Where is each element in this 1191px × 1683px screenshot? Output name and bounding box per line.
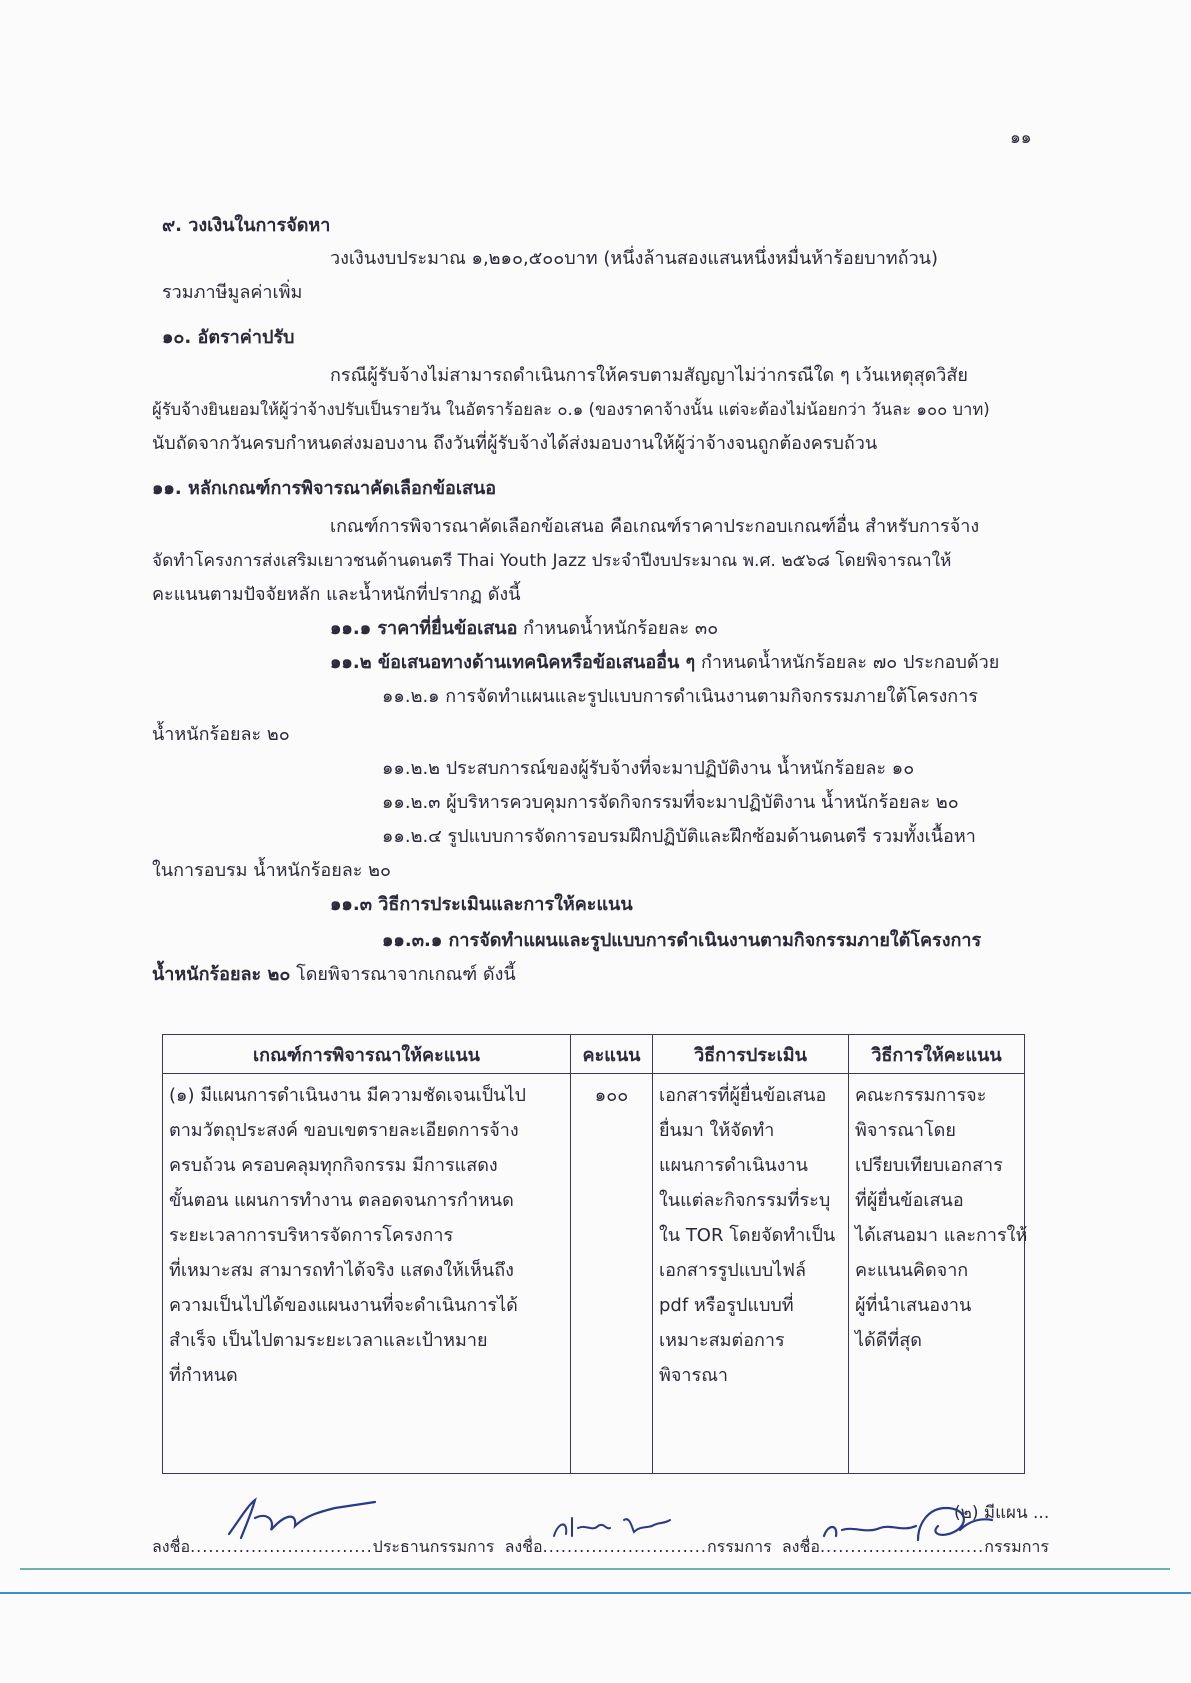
header-criteria: เกณฑ์การพิจารณาให้คะแนน	[163, 1035, 571, 1074]
score-value: ๑๐๐	[594, 1085, 629, 1106]
item-11-1	[330, 617, 718, 641]
evaluation-line: เหมาะสมต่อการ	[659, 1330, 785, 1351]
item-11-3-1-weight: น้ำหนักร้อยละ ๒๐	[152, 964, 291, 985]
header-score: คะแนน	[571, 1035, 653, 1074]
section-10-line-2: ผู้รับจ้างยินยอมให้ผู้ว่าจ้างปรับเป็นรายวัน ในอัตราร้อยละ ๐.๑ (ของราคาจ้างนั้น แต่จะต้องไม่น้อยกว่า วันละ ๑๐๐ บาท)	[152, 400, 990, 419]
section-11-line-2: จัดทำโครงการส่งเสริมเยาวชนด้านดนตรี Thai Youth Jazz ประจำปีงบประมาณ พ.ศ. ๒๕๖๘ โดยพิจารณาให้	[152, 551, 952, 571]
evaluation-line: ใน TOR โดยจัดทำเป็น	[659, 1225, 836, 1246]
section-9-line-1: วงเงินงบประมาณ ๑,๒๑๐,๕๐๐บาท (หนึ่งล้านสองแสนหนึ่งหมื่นห้าร้อยบาทถ้วน)	[330, 248, 939, 269]
section-9-heading: ๙. วงเงินในการจัดหา	[162, 215, 331, 236]
criteria-line: ครบถ้วน ครอบคลุมทุกกิจกรรม มีการแสดง	[169, 1155, 498, 1176]
section-10-line-3: นับถัดจากวันครบกำหนดส่งมอบงาน ถึงวันที่ผู้รับจ้างได้ส่งมอบงานให้ผู้ว่าจ้างจนถูกต้องครบถ้วน	[152, 433, 878, 454]
continuation-marker: (๒) มีแผน ...	[954, 1503, 1050, 1523]
section-10-line-1: กรณีผู้รับจ้างไม่สามารถดำเนินการให้ครบตามสัญญาไม่ว่ากรณีใด ๆ เว้นเหตุสุดวิสัย	[330, 365, 968, 386]
section-9-line-2: รวมภาษีมูลค่าเพิ่ม	[162, 282, 303, 303]
scoring-method-cell	[849, 1074, 1028, 1474]
signature-role-1: ประธานกรรมการ	[372, 1537, 495, 1556]
evaluation-line: แผนการดำเนินงาน	[659, 1155, 808, 1176]
signature-line-1: ..............................	[190, 1537, 373, 1556]
header-scoring-method: วิธีการให้คะแนน	[849, 1035, 1025, 1074]
criteria-table	[162, 1034, 1028, 1474]
footer-rule-blue	[0, 1592, 1191, 1594]
criteria-line: ตามวัตถุประสงค์ ขอบเขตรายละเอียดการจ้าง	[169, 1120, 519, 1141]
signature-3-ink	[820, 1490, 1000, 1554]
signature-line-2: ...........................	[542, 1537, 707, 1556]
scoring-line: ได้เสนอมา และการให้	[855, 1225, 1028, 1246]
criteria-line: (๑) มีแผนการดำเนินงาน มีความชัดเจนเป็นไป	[169, 1085, 526, 1106]
section-10-heading: ๑๐. อัตราค่าปรับ	[162, 327, 295, 348]
criteria-line: ขั้นตอน แผนการทำงาน ตลอดจนการกำหนด	[169, 1190, 514, 1211]
signature-label-1: ลงชื่อ	[152, 1537, 191, 1556]
evaluation-line: ยื่นมา ให้จัดทำ	[659, 1120, 775, 1141]
scoring-line: คะแนนคิดจาก	[855, 1260, 969, 1281]
criteria-line: ระยะเวลาการบริหารจัดการโครงการ	[169, 1225, 454, 1246]
table-row	[163, 1074, 1025, 1474]
table-header-row	[163, 1035, 1025, 1074]
section-11-line-3: คะแนนตามปัจจัยหลัก และน้ำหนักที่ปรากฏ ดังนี้	[152, 584, 521, 605]
evaluation-method-cell	[653, 1074, 849, 1474]
signature-2-ink	[548, 1498, 678, 1548]
item-11-2-4-line-1: ๑๑.๒.๔ รูปแบบการจัดการอบรมฝึกปฏิบัติและฝึกซ้อมด้านดนตรี รวมทั้งเนื้อหา	[382, 826, 976, 847]
item-11-3-1-line-2	[152, 963, 516, 987]
item-11-2-4-line-2: ในการอบรม น้ำหนักร้อยละ ๒๐	[152, 860, 392, 881]
header-evaluation-method: วิธีการประเมิน	[653, 1035, 849, 1074]
item-11-2-3: ๑๑.๒.๓ ผู้บริหารควบคุมการจัดกิจกรรมที่จะมาปฏิบัติงาน น้ำหนักร้อยละ ๒๐	[382, 792, 959, 813]
signature-role-2: กรรมการ	[706, 1537, 772, 1556]
item-11-2	[330, 651, 999, 675]
scoring-line: พิจารณาโดย	[855, 1120, 956, 1141]
criteria-cell	[163, 1074, 571, 1474]
section-11-line-1: เกณฑ์การพิจารณาคัดเลือกข้อเสนอ คือเกณฑ์ราคาประกอบเกณฑ์อื่น สำหรับการจ้าง	[330, 516, 980, 537]
item-11-2-1-line-2: น้ำหนักร้อยละ ๒๐	[152, 724, 290, 745]
item-11-2-weight: กำหนดน้ำหนักร้อยละ ๗๐ ประกอบด้วย	[700, 652, 1000, 673]
signature-role-3: กรรมการ	[984, 1537, 1049, 1556]
item-11-1-weight: กำหนดน้ำหนักร้อยละ ๓๐	[523, 618, 719, 639]
item-11-2-label: ๑๑.๒ ข้อเสนอทางด้านเทคนิคหรือข้อเสนออื่น ๆ	[330, 652, 696, 673]
criteria-line: สำเร็จ เป็นไปตามระยะเวลาและเป้าหมาย	[169, 1330, 488, 1351]
footer-rule-green	[20, 1568, 1170, 1570]
scoring-line: เปรียบเทียบเอกสาร	[855, 1155, 1003, 1176]
evaluation-line: พิจารณา	[659, 1365, 728, 1386]
item-11-3-1-criteria-intro: โดยพิจารณาจากเกณฑ์ ดังนี้	[296, 964, 516, 985]
signature-label-3: ลงชื่อ	[781, 1537, 820, 1556]
evaluation-line: เอกสารรูปแบบไฟล์	[659, 1260, 806, 1281]
scoring-line: ได้ดีที่สุด	[855, 1330, 922, 1351]
item-11-2-2: ๑๑.๒.๒ ประสบการณ์ของผู้รับจ้างที่จะมาปฏิบัติงาน น้ำหนักร้อยละ ๑๐	[382, 758, 915, 779]
criteria-line: ที่เหมาะสม สามารถทำได้จริง แสดงให้เห็นถึง	[169, 1260, 514, 1281]
signature-line-3: ...........................	[819, 1537, 985, 1556]
item-11-3: ๑๑.๓ วิธีการประเมินและการให้คะแนน	[330, 894, 633, 915]
criteria-line: ที่กำหนด	[169, 1365, 238, 1386]
page-number: ๑๑	[1010, 128, 1032, 148]
evaluation-line: ในแต่ละกิจกรรมที่ระบุ	[659, 1190, 831, 1211]
item-11-2-1-line-1: ๑๑.๒.๑ การจัดทำแผนและรูปแบบการดำเนินงานตามกิจกรรมภายใต้โครงการ	[382, 686, 978, 707]
signature-label-2: ลงชื่อ	[504, 1537, 543, 1556]
scoring-line: ผู้ที่นำเสนองาน	[855, 1295, 972, 1316]
item-11-3-1-line-1: ๑๑.๓.๑ การจัดทำแผนและรูปแบบการดำเนินงานตามกิจกรรมภายใต้โครงการ	[382, 930, 982, 951]
section-11-heading: ๑๑. หลักเกณฑ์การพิจารณาคัดเลือกข้อเสนอ	[152, 478, 497, 499]
score-cell	[571, 1074, 653, 1474]
evaluation-line: เอกสารที่ผู้ยื่นข้อเสนอ	[659, 1085, 827, 1106]
signature-1-ink	[215, 1490, 385, 1550]
item-11-1-label: ๑๑.๑ ราคาที่ยื่นข้อเสนอ	[330, 618, 518, 639]
evaluation-line: pdf หรือรูปแบบที่	[659, 1295, 794, 1316]
scoring-line: ที่ผู้ยื่นข้อเสนอ	[855, 1190, 964, 1211]
scoring-line: คณะกรรมการจะ	[855, 1085, 987, 1106]
criteria-line: ความเป็นไปได้ของแผนงานที่จะดำเนินการได้	[169, 1295, 518, 1316]
